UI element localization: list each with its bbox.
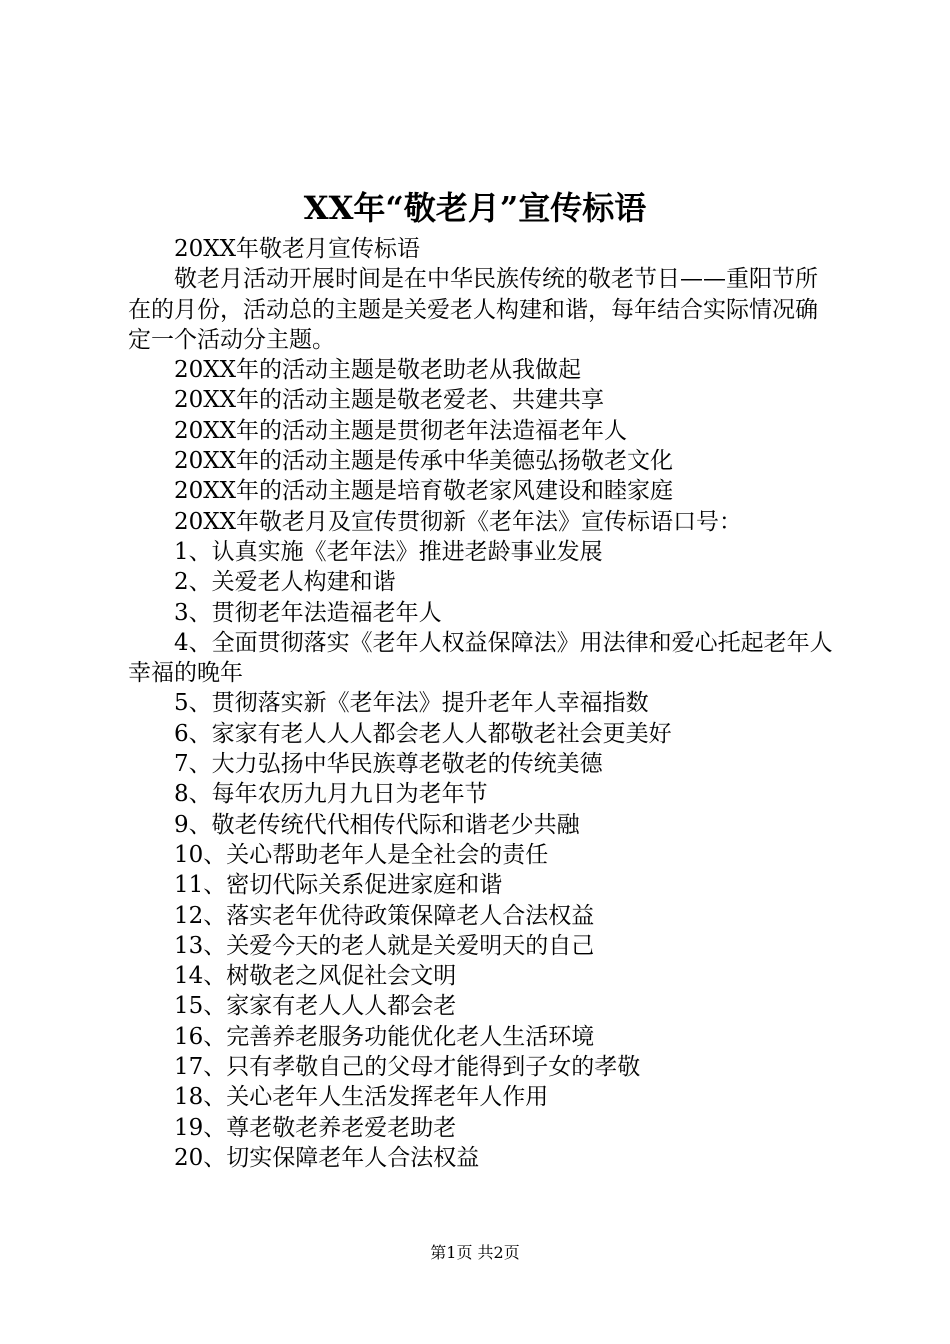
slogan-item: 7、大力弘扬中华民族尊老敬老的传统美德	[174, 751, 603, 778]
slogan-item: 17、只有孝敬自己的父母才能得到子女的孝敬	[174, 1054, 641, 1081]
paragraph: 20XX年的活动主题是培育敬老家风建设和睦家庭	[174, 478, 674, 505]
slogan-item: 9、敬老传统代代相传代际和谐老少共融	[174, 811, 580, 838]
slogan-item: 13、关爱今天的老人就是关爱明天的自己	[174, 932, 595, 959]
paragraph: 20XX年敬老月宣传标语	[174, 236, 421, 262]
slogan-item: 5、贯彻落实新《老年法》提升老年人幸福指数	[174, 690, 649, 717]
slogan-item: 3、贯彻老年法造福老年人	[174, 599, 442, 626]
slogan-item: 6、家家有老人人人都会老人人都敬老社会更美好	[174, 720, 672, 747]
slogan-item: 18、关心老年人生活发挥老年人作用	[174, 1084, 549, 1111]
paragraph: 20XX年的活动主题是传承中华美德弘扬敬老文化	[174, 448, 674, 475]
slogan-item: 8、每年农历九月九日为老年节	[174, 781, 488, 808]
paragraph: 20XX年敬老月及宣传贯彻新《老年法》宣传标语口号：	[174, 508, 743, 535]
paragraph: 敬老月活动开展时间是在中华民族传统的敬老节日——重阳节所在的月份，活动总的主题是关爱老人构建和谐，每年结合实际情况确定一个活动分主题。	[128, 266, 818, 353]
slogan-item: 12、落实老年优待政策保障老人合法权益	[174, 902, 595, 929]
slogan-item: 19、尊老敬老养老爱老助老	[174, 1114, 457, 1141]
slogan-item: 15、家家有老人人人都会老	[174, 993, 457, 1020]
slogan-item: 2、关爱老人构建和谐	[174, 569, 396, 596]
page-footer: 第1页 共2页	[430, 1243, 520, 1262]
slogan-item: 10、关心帮助老年人是全社会的责任	[174, 841, 549, 868]
slogan-item: 4、全面贯彻落实《老年人权益保障法》用法律和爱心托起老年人幸福的晚年	[128, 629, 833, 687]
paragraph: 20XX年的活动主题是敬老助老从我做起	[174, 357, 582, 384]
paragraph: 20XX年的活动主题是敬老爱老、共建共享	[174, 387, 605, 414]
paragraph: 20XX年的活动主题是贯彻老年法造福老年人	[174, 417, 628, 444]
document-body	[128, 234, 838, 1173]
slogan-item: 16、完善养老服务功能优化老人生活环境	[174, 1023, 595, 1050]
slogan-item: 1、认真实施《老年法》推进老龄事业发展	[174, 538, 603, 565]
document-title: XX年“敬老月”宣传标语	[303, 189, 647, 227]
slogan-item: 14、树敬老之风促社会文明	[174, 963, 457, 990]
slogan-item: 11、密切代际关系促进家庭和谐	[174, 872, 503, 899]
slogan-item: 20、切实保障老年人合法权益	[174, 1144, 480, 1171]
